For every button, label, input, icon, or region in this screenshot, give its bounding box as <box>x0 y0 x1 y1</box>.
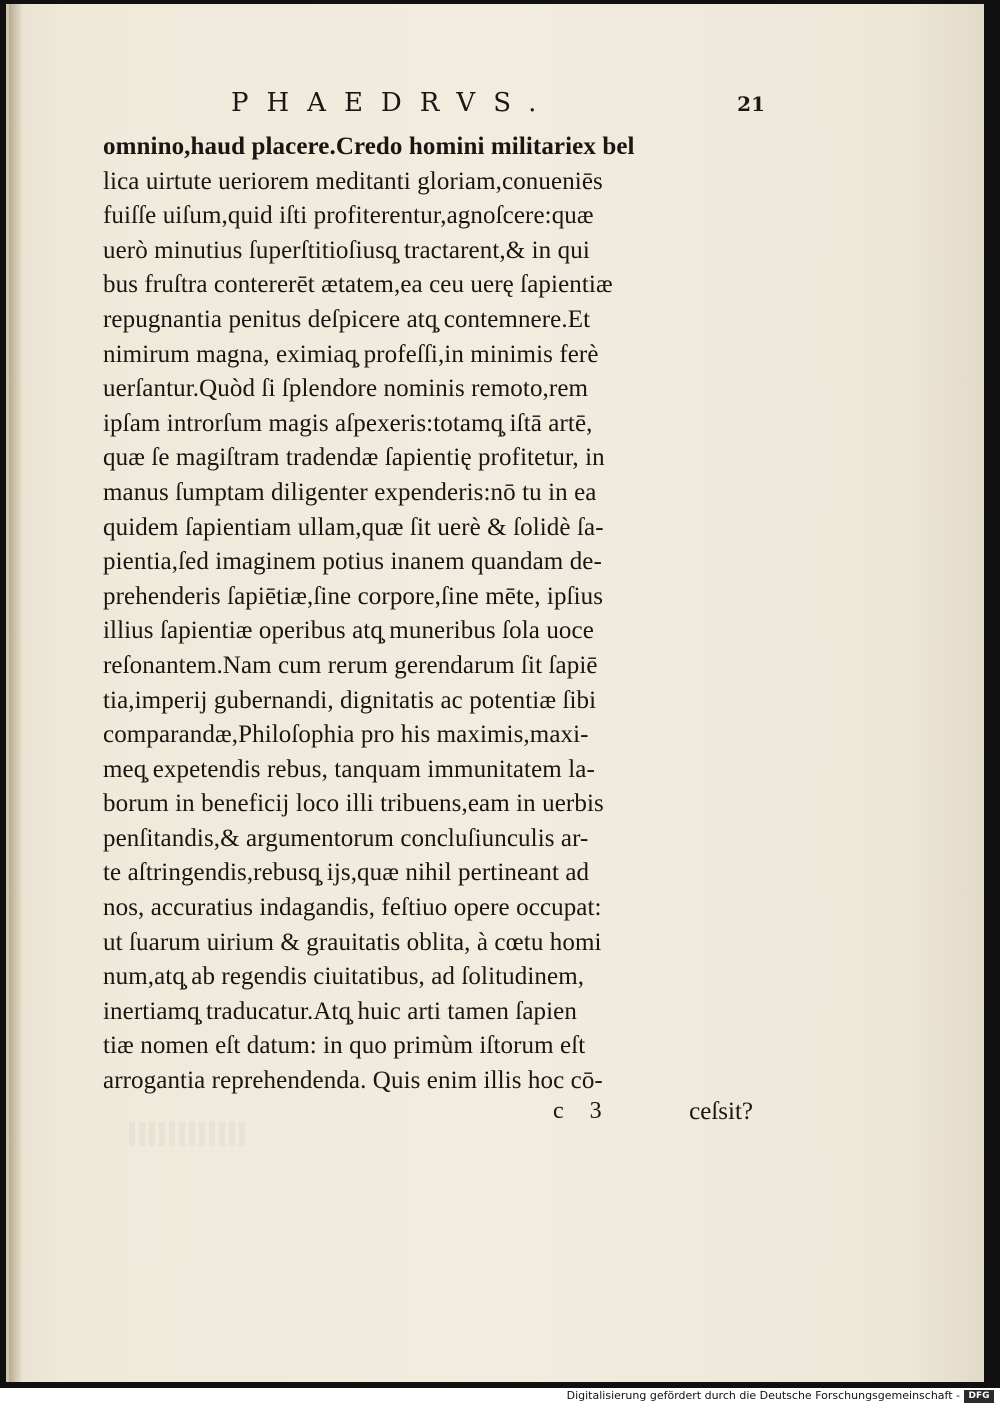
text-line: pientia,ſed imaginem potius inanem quandam de- <box>103 548 602 576</box>
page-header <box>231 88 765 128</box>
catchword: ceſsit? <box>689 1098 753 1125</box>
text-line: prehenderis ſapiētiæ,ſine corpore,ſine mēte, ipſius <box>103 582 604 610</box>
text-line: tiæ nomen eſt datum: in quo primùm iſtorum eſt <box>103 1032 586 1060</box>
text-line: repugnantia penitus deſpicere atq̧ contemnere.Et <box>103 305 591 333</box>
text-line: manus ſumptam diligenter expenderis:nō tu in ea <box>103 478 597 506</box>
page-footer <box>103 1098 753 1134</box>
text-line: uerò minutius ſuperſtitioſiusq̧ tractarent,& in qui <box>103 236 590 264</box>
funding-credit: Digitalisierung gefördert durch die Deutsche Forschungsgemeinschaft - <box>566 1389 960 1402</box>
text-line: meq̧ expetendis rebus, tanquam immunitatem la- <box>103 755 595 783</box>
text-line: nimirum magna, eximiaq̧ profeſſi,in minimis ferè <box>103 340 599 368</box>
text-line: ipſam introrſum magis aſpexeris:totamq̧ iſtā artē, <box>103 409 593 437</box>
text-line: lica uirtute ueriorem meditanti gloriam,conueniēs <box>103 167 603 195</box>
signature-mark: c 3 <box>553 1098 612 1124</box>
text-line: penſitandis,& argumentorum concluſiunculis ar- <box>103 824 589 852</box>
book-page <box>6 4 984 1382</box>
text-line: bus fruſtra contererēt ætatem,ea ceu uerę ſapientiæ <box>103 271 613 299</box>
page-gutter-shadow <box>9 4 23 1382</box>
text-line: quæ ſe magiſtram tradendæ ſapientię profitetur, in <box>103 444 605 472</box>
text-line: inertiamq̧ traducatur.Atq̧ huic arti tamen ſapien <box>103 997 577 1025</box>
text-line: nos, accuratius indagandis, feſtiuo opere occupat: <box>103 894 602 922</box>
text-line: uerſantur.Quòd ſi ſplendore nominis remoto,rem <box>103 375 589 403</box>
text-line: ut ſuarum uirium & grauitatis oblita, à cœtu homi <box>103 928 602 956</box>
dfg-logo: DFG <box>964 1390 994 1403</box>
text-line: comparandæ,Philoſophia pro his maximis,maxi- <box>103 721 589 749</box>
credit-bar <box>0 1388 1000 1406</box>
text-line: borum in beneficij loco illi tribuens,eam in uerbis <box>103 790 604 818</box>
text-line: arrogantia reprehendenda. Quis enim illis hoc cō- <box>103 1067 603 1095</box>
text-line: omnino,haud placere.Credo homini militariex bel <box>103 133 635 160</box>
running-title: PHAEDRVS. <box>231 88 555 118</box>
text-line: quidem ſapientiam ullam,quæ ſit uerè & ſolidè ſa- <box>103 513 604 541</box>
text-line: tia,imperij gubernandi, dignitatis ac potentiæ ſibi <box>103 686 597 714</box>
body-text <box>103 130 753 1099</box>
text-line: fuiſſe uiſum,quid iſti profiterentur,agnoſcere:quæ <box>103 202 594 230</box>
text-line: reſonantem.Nam cum rerum gerendarum ſit ſapiē <box>103 651 598 679</box>
page-number: 21 <box>737 92 765 116</box>
text-line: illius ſapientiæ operibus atq̧ muneribus ſola uoce <box>103 617 594 645</box>
text-line: num,atq̧ ab regendis ciuitatibus, ad ſolitudinem, <box>103 963 585 991</box>
text-line: te aſtringendis,rebusq̧ ijs,quæ nihil pertineant ad <box>103 859 590 887</box>
